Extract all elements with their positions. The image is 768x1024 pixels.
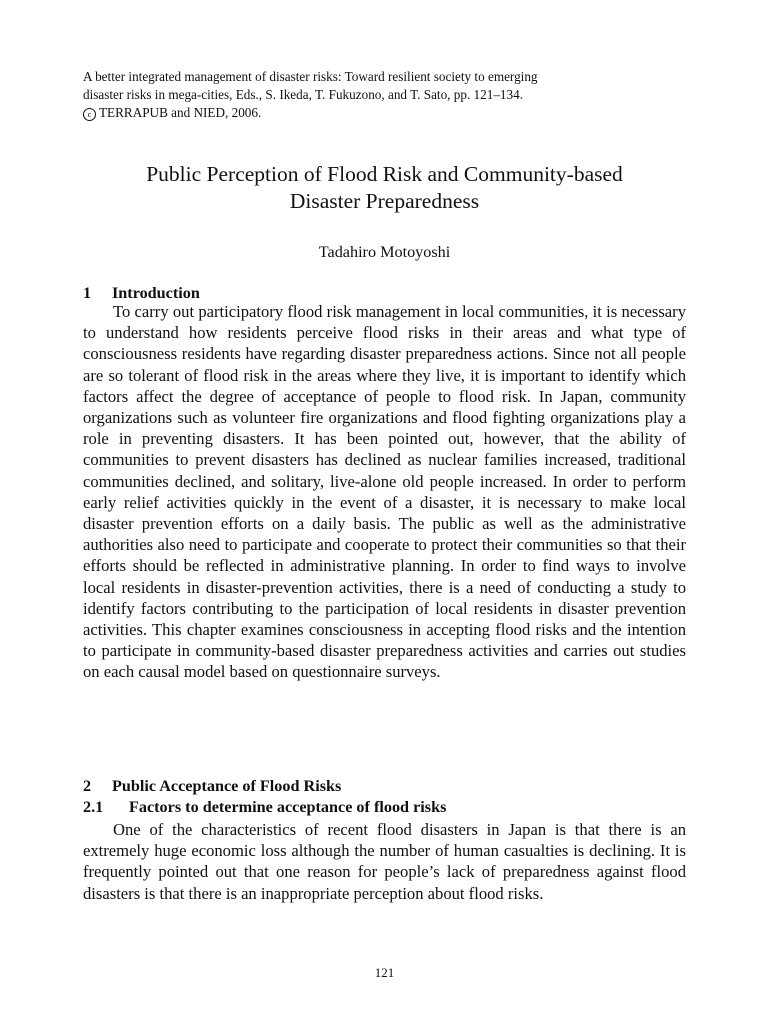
title-line-2: Disaster Preparedness [289,189,480,213]
section-heading-public-acceptance [83,776,341,796]
introduction-paragraph: To carry out participatory flood risk management in local communities, it is necessary to understand how residents perceive flood risks in their areas and what type of consciousness residents have regarding disaster preparedness actions. Since not all people are so tolerant of flood risk in the areas where they live, it is important to identify which factors affect the degree of acceptance of people to flood risk. In Japan, community organizations such as volunteer fire organizations and flood fighting organizations play a role in preventing disasters. It has been pointed out, however, that the ability of communities to prevent disasters has declined as nuclear families increased, traditional communities declined, and solitary, live-alone old people increased. In order to perform early relief activities quickly in the event of a disaster, it is necessary to make local disaster prevention efforts on a daily basis. The public as well as the administrative authorities also need to participate and cooperate to protect their communities so that their efforts should be reflected in administrative planning. In order to find ways to involve local residents in disaster-prevention activities, there is a need of conducting a study to identify factors contributing to the participation of local residents in disaster prevention activities. This chapter examines consciousness in accepting flood risks and the intention to participate in community-based disaster preparedness activities and carries out studies on each causal model based on questionnaire surveys. [83,302,686,682]
citation-line-2: disaster risks in mega-cities, Eds., S. Ikeda, T. Fukuzono, and T. Sato, pp. 121–134. [83,87,524,102]
citation-line-3 [83,104,686,122]
section-number: 1 [83,284,92,302]
copyright-icon: c [83,108,96,121]
citation-line-1: A better integrated management of disaster risks: Toward resilient society to emerging [83,69,538,84]
subsection-title: Factors to determine acceptance of flood risks [129,798,447,816]
paper-page [83,0,686,1024]
section-heading-introduction [83,283,200,303]
copyright-text: TERRAPUB and NIED, 2006. [99,105,262,120]
subsection-number: 2.1 [83,798,104,816]
subsection-heading-factors [83,797,446,817]
paper-title [83,161,686,215]
citation-block [83,68,686,122]
title-line-1: Public Perception of Flood Risk and Community-based [146,162,623,186]
section-title: Introduction [112,284,200,302]
section-title: Public Acceptance of Flood Risks [112,777,342,795]
author-name: Tadahiro Motoyoshi [318,243,451,261]
section-number: 2 [83,777,92,795]
factors-paragraph: One of the characteristics of recent flood disasters in Japan is that there is an extremely huge economic loss although the number of human casualties is declining. It is frequently pointed out that one reason for people’s lack of preparedness against flood disasters is that there is an inappropriate perception about flood risks. [83,820,686,903]
page-number: 121 [374,965,395,980]
